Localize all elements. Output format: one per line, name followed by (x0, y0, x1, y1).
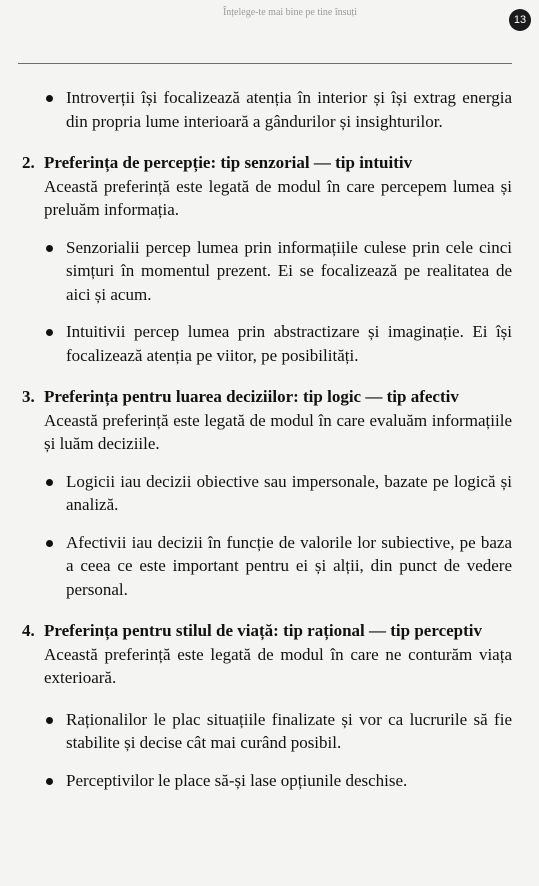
bullet-text: Introverții își focalizează atenția în interior și își extrag energia din propria lume interioară a gândurilor și insighturilor. (66, 88, 512, 131)
page-number-badge: 13 (509, 9, 531, 31)
bullet-text: Intuitivii percep lumea prin abstractizare și imaginație. Ei își focalizează atenția pe viitor, pe posibilități. (66, 322, 512, 365)
section-number: 2. (22, 153, 35, 172)
bullet-text: Senzorialii percep lumea prin informațiile culese prin cele cinci simțuri în momentul prezent. Ei se focalizează pe realitatea de aici și acum. (66, 237, 512, 304)
section-heading (22, 385, 512, 409)
section-body: Această preferință este legată de modul în care ne conturăm viața exterioară. (44, 644, 512, 687)
list-item (22, 708, 512, 755)
page-content (22, 86, 512, 792)
bullet-icon (46, 245, 53, 252)
header-rule (18, 63, 512, 64)
section-title: Preferința pentru stilul de viață: tip rațional — tip perceptiv (44, 621, 483, 640)
section-perception (22, 151, 512, 367)
section-title: Preferința de percepție: tip senzorial — tip intuitiv (44, 153, 413, 172)
bullet-text: Afectivii iau decizii în funcție de valorile lor subiective, pe baza a ceea ce este important pentru ei și alții, din punct de vedere personal. (66, 532, 512, 599)
bullet-icon (46, 479, 53, 486)
list-item (22, 769, 512, 793)
section-lifestyle (22, 619, 512, 792)
bullet-text: Raționalilor le plac situațiile finalizate și vor ca lucrurile să fie stabilite și decise cât mai curând posibil. (66, 709, 512, 752)
bullet-icon (46, 329, 53, 336)
section-number: 3. (22, 387, 35, 406)
section-heading (22, 151, 512, 175)
bullet-icon (46, 717, 53, 724)
list-item (22, 470, 512, 517)
bullet-text: Logicii iau decizii obiective sau impersonale, bazate pe logică și analiză. (66, 471, 512, 514)
section-heading (22, 619, 512, 643)
section-body: Această preferință este legată de modul în care evaluăm informațiile și luăm deciziile. (44, 410, 512, 453)
section-title: Preferința pentru luarea deciziilor: tip logic — tip afectiv (44, 387, 459, 406)
bullet-icon (46, 540, 53, 547)
running-head: Înțelege-te mai bine pe tine însuți (222, 7, 358, 18)
bullet-text: Perceptivilor le place să-și lase opțiunile deschise. (66, 770, 408, 790)
list-item (22, 86, 512, 133)
list-item (22, 236, 512, 307)
section-decisions (22, 385, 512, 601)
section-number: 4. (22, 621, 35, 640)
section-body: Această preferință este legată de modul în care percepem lumea și preluăm informația. (44, 176, 512, 219)
bullet-icon (46, 778, 53, 785)
bullet-icon (46, 95, 53, 102)
list-item (22, 320, 512, 367)
list-item (22, 531, 512, 602)
